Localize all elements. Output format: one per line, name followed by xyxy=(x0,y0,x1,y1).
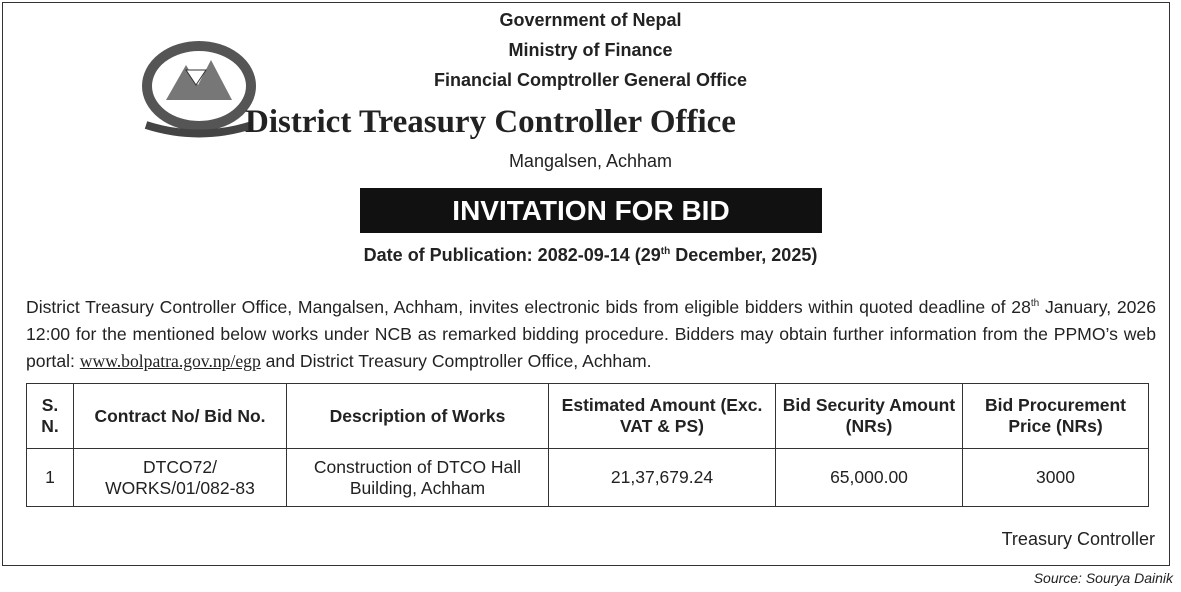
portal-link[interactable]: www.bolpatra.gov.np/egp xyxy=(79,350,261,371)
cell-sn: 1 xyxy=(27,449,74,507)
office-title: District Treasury Controller Office xyxy=(245,104,736,140)
cell-contract: DTCO72/ WORKS/01/082-83 xyxy=(74,449,287,507)
cell-estimated: 21,37,679.24 xyxy=(549,449,776,507)
cell-price: 3000 xyxy=(963,449,1149,507)
bid-table xyxy=(26,383,1149,507)
col-contract: Contract No/ Bid No. xyxy=(74,384,287,449)
col-description: Description of Works xyxy=(287,384,549,449)
col-security: Bid Security Amount (NRs) xyxy=(776,384,963,449)
ministry-line: Ministry of Finance xyxy=(508,40,673,60)
bid-paragraph: District Treasury Controller Office, Mangalsen, Achham, invites electronic bids from eligible bidders within quoted deadline of 28th January, 2026 12:00 for the mentioned below works under NCB as remarked bidding procedure. Bidders may obtain further information from the PPMO’s web portal: www.bolpatra.gov.np/egp and District Treasury Comptroller Office, Achham. xyxy=(26,296,1157,371)
location: Mangalsen, Achham xyxy=(508,151,673,171)
table-row xyxy=(27,449,1149,507)
signature: Treasury Controller xyxy=(1001,529,1155,549)
office-line: Financial Comptroller General Office xyxy=(433,70,748,90)
col-sn: S. N. xyxy=(27,384,74,449)
publication-date: Date of Publication: 2082-09-14 (29th December, 2025) xyxy=(363,245,818,265)
govt-line: Government of Nepal xyxy=(499,10,682,30)
source: Source: Sourya Dainik xyxy=(1033,570,1173,586)
cell-security: 65,000.00 xyxy=(776,449,963,507)
cell-description: Construction of DTCO Hall Building, Achham xyxy=(287,449,549,507)
col-estimated: Estimated Amount (Exc. VAT & PS) xyxy=(549,384,776,449)
banner-title: INVITATION FOR BID xyxy=(360,188,822,233)
table-header xyxy=(27,384,1149,449)
col-price: Bid Procurement Price (NRs) xyxy=(963,384,1149,449)
